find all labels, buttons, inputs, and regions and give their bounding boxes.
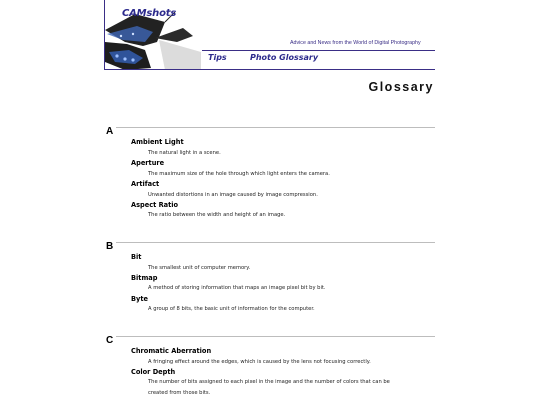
glossary-term: Aspect Ratio: [131, 201, 179, 209]
nav-tips-link[interactable]: Tips: [208, 53, 227, 62]
header-divider: [202, 50, 435, 51]
section-letter-b: B: [106, 241, 114, 252]
site-header: [104, 0, 435, 70]
header-bottom-border: [104, 69, 435, 70]
glossary-definition: The smallest unit of computer memory.: [148, 265, 251, 271]
glossary-term: Chromatic Aberration: [131, 347, 212, 355]
glossary-definition: The maximum size of the hole through which light enters the camera.: [148, 171, 330, 177]
page-title: Glossary: [368, 80, 434, 94]
glossary-term: Bitmap: [131, 274, 158, 282]
logo[interactable]: [105, 0, 201, 69]
glossary-definition: A method of storing information that maps an image pixel bit by bit.: [148, 285, 326, 291]
section-letter-c: C: [106, 335, 114, 346]
glossary-term: Aperture: [131, 159, 165, 167]
glossary-term: Byte: [131, 295, 148, 303]
glossary-definition: A fringing effect around the edges, which is caused by the lens not focusing correctly.: [148, 359, 371, 365]
glossary-term: Ambient Light: [131, 138, 184, 146]
glossary-definition-continued: created from those bits.: [148, 390, 211, 396]
logo-text: CAMshots: [122, 8, 177, 19]
glossary-definition: A group of 8 bits, the basic unit of information for the computer.: [148, 306, 315, 312]
glossary-definition: The natural light in a scene.: [148, 150, 221, 156]
glossary-term: Color Depth: [131, 368, 176, 376]
glossary-definition: The ratio between the width and height of an image.: [148, 212, 286, 218]
glossary-term: Artifact: [131, 180, 160, 188]
butterfly-icon: [105, 12, 201, 69]
glossary-term: Bit: [131, 253, 142, 261]
glossary-definition: The number of bits assigned to each pixel in the image and the number of colors that can be: [148, 379, 390, 385]
section-divider-c: [116, 336, 435, 337]
glossary-definition: Unwanted distortions in an image caused by image compression.: [148, 192, 318, 198]
nav-photo-glossary-link[interactable]: Photo Glossary: [250, 53, 319, 62]
site-tagline: Advice and News from the World of Digital Photography: [290, 40, 421, 46]
section-divider-a: [116, 127, 435, 128]
section-divider-b: [116, 242, 435, 243]
section-letter-a: A: [106, 126, 114, 137]
